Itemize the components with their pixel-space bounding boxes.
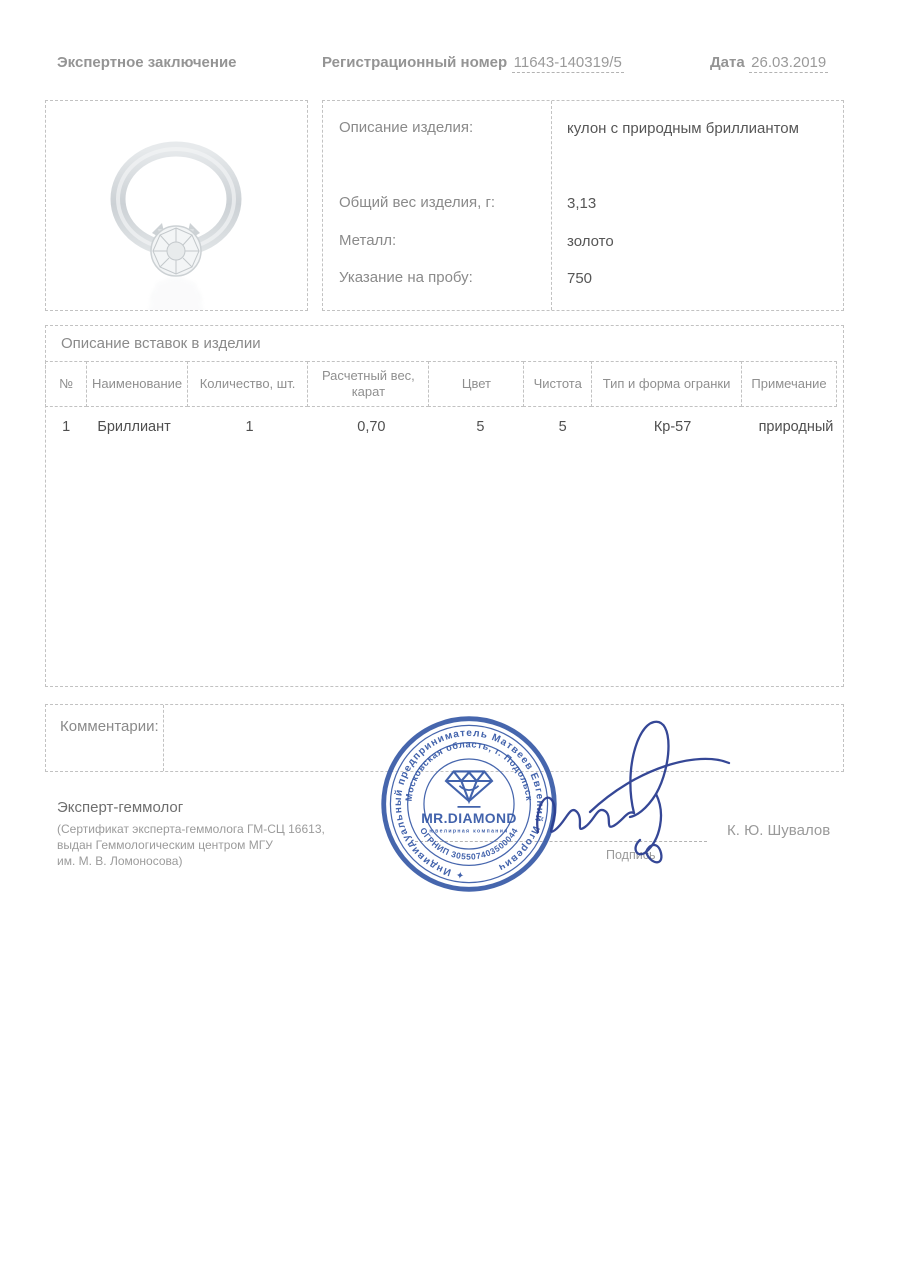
stamp-ogrnip-text: ОГРНИП 305507403500044 [418, 825, 520, 862]
stamp-brand-subtext: ювелирная компания [429, 828, 509, 835]
signature-caption: Подпись [606, 848, 656, 862]
column-header: Наименование [86, 361, 187, 407]
stamp-region-text: Московская область, г. Подольск [403, 739, 535, 802]
date-label: Дата [710, 54, 745, 71]
ring-photo [46, 101, 307, 310]
signature-ink [532, 714, 732, 872]
column-header: Расчетный вес, карат [307, 361, 429, 407]
product-field-label: Описание изделия: [339, 119, 474, 136]
diamond-logo-icon [446, 771, 492, 806]
expert-block [57, 799, 357, 869]
signature-svg [532, 714, 732, 872]
product-field-value: кулон с природным бриллиантом [567, 120, 799, 137]
expert-title: Эксперт-геммолог [57, 799, 184, 816]
expert-cert-line: выдан Геммологическим центром МГУ [57, 838, 273, 852]
expert-name: К. Ю. Шувалов [727, 822, 831, 839]
cell-name: Бриллиант [97, 419, 171, 435]
product-description-panel [322, 100, 844, 311]
column-header: Тип и форма огранки [591, 361, 742, 407]
registration-number-label: Регистрационный номер [322, 54, 508, 71]
product-field-value: золото [567, 233, 614, 250]
column-header: Цвет [428, 361, 524, 407]
product-photo-box [45, 100, 308, 311]
date [710, 54, 828, 72]
stamp-outer-ring-text: ✦ Индивидуальный предприниматель Матвеев Евгений Игоревич [392, 727, 546, 881]
registration-number [322, 54, 624, 72]
cell-cut: Кр-57 [653, 419, 692, 435]
cell-number: 1 [62, 419, 71, 435]
registration-number-value: 11643-140319/5 [513, 54, 622, 71]
expert-cert-line: (Сертификат эксперта-геммолога ГМ-СЦ 16613, [57, 822, 325, 836]
product-field-label: Металл: [339, 232, 397, 249]
cell-note: природный [758, 419, 834, 435]
product-field-label: Указание на пробу: [339, 269, 473, 286]
date-value: 26.03.2019 [751, 54, 827, 71]
column-header: Чистота [523, 361, 592, 407]
column-header: Количество, шт. [187, 361, 308, 407]
stamp-brand-text: MR.DIAMOND [421, 810, 517, 827]
comments-label: Комментарии: [60, 718, 159, 735]
inserts-table-title: Описание вставок в изделии [61, 335, 261, 352]
column-header: Примечание [741, 361, 837, 407]
inserts-table [45, 325, 844, 687]
product-field-label: Общий вес изделия, г: [339, 194, 496, 211]
comments-divider [163, 705, 164, 771]
product-field-value: 3,13 [567, 195, 597, 212]
cell-clarity: 5 [558, 419, 567, 435]
cell-weight: 0,70 [357, 419, 386, 435]
page-title: Экспертное заключение [57, 54, 237, 71]
product-field-value: 750 [567, 270, 593, 287]
cell-color: 5 [476, 419, 485, 435]
column-header: № [45, 361, 87, 407]
inserts-table-header-row [45, 361, 844, 407]
expert-cert-line: им. М. В. Ломоносова) [57, 854, 183, 868]
cell-quantity: 1 [245, 419, 254, 435]
table-row [45, 407, 844, 447]
panel-divider [551, 101, 552, 310]
